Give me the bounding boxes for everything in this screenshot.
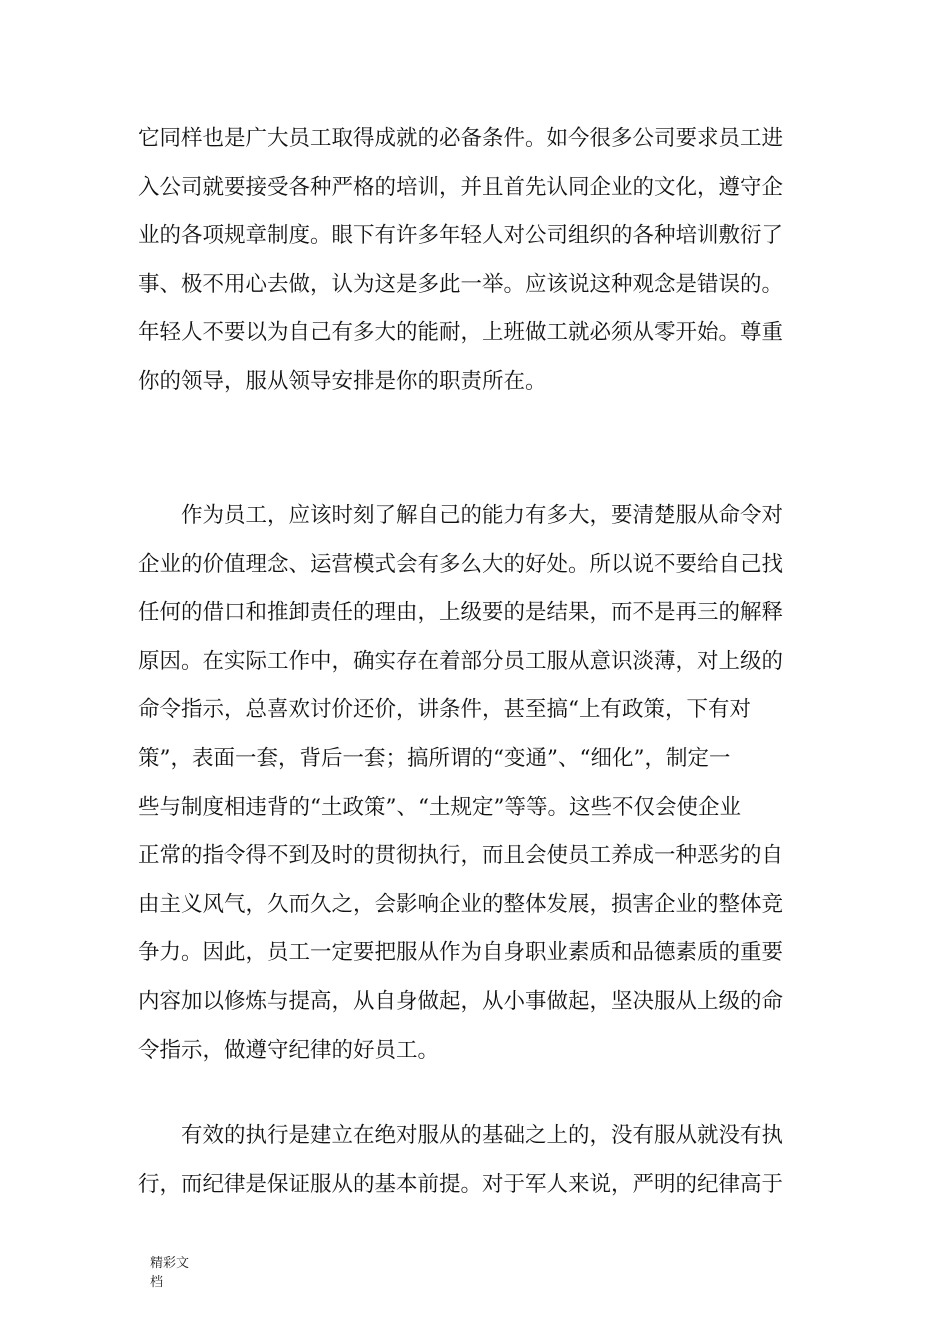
text-line: 令指示，做遵守纪律的好员工。 bbox=[138, 1037, 440, 1063]
page-footer bbox=[150, 1254, 200, 1292]
text-line: 作为员工，应该时刻了解自己的能力有多大，要清楚服从命令对 bbox=[181, 503, 784, 528]
text-line: 原因。在实际工作中，确实存在着部分员工服从意识淡薄，对上级的 bbox=[138, 648, 784, 674]
text-line: 你的领导，服从领导安排是你的职责所在。 bbox=[138, 368, 547, 394]
text-line: 事、极不用心去做，认为这是多此一举。应该说这种观念是错误的。 bbox=[138, 271, 784, 297]
text-line: 有效的执行是建立在绝对服从的基础之上的，没有服从就没有执 bbox=[181, 1123, 784, 1148]
text-line: 正常的指令得不到及时的贯彻执行，而且会使员工养成一种恶劣的自 bbox=[138, 843, 784, 869]
footer-line: 档 bbox=[150, 1275, 164, 1290]
text-line: 内容加以修炼与提高，从自身做起，从小事做起，坚决服从上级的命 bbox=[138, 988, 784, 1014]
text-line: 入公司就要接受各种严格的培训，并且首先认同企业的文化，遵守企 bbox=[138, 174, 784, 200]
text-line: 争力。因此，员工一定要把服从作为自身职业素质和品德素质的重要 bbox=[138, 940, 784, 966]
text-line: 它同样也是广大员工取得成就的必备条件。如今很多公司要求员工进 bbox=[138, 126, 784, 151]
paragraph-3 bbox=[138, 1112, 818, 1209]
paragraph-1 bbox=[138, 115, 818, 407]
text-line: 策”，表面一套，背后一套；搞所谓的“变通”、“细化”，制定一 bbox=[138, 745, 731, 771]
text-line: 企业的价值理念、运营模式会有多么大的好处。所以说不要给自己找 bbox=[138, 551, 784, 577]
text-line: 些与制度相违背的“土政策”、“土规定”等等。这些不仅会使企业 bbox=[138, 794, 741, 820]
footer-line: 精彩文 bbox=[150, 1256, 190, 1271]
text-line: 任何的借口和推卸责任的理由，上级要的是结果，而不是再三的解释 bbox=[138, 600, 784, 626]
text-line: 命令指示，总喜欢讨价还价，讲条件，甚至搞“上有政策，下有对 bbox=[138, 697, 751, 723]
text-line: 业的各项规章制度。眼下有许多年轻人对公司组织的各种培训敷衍了 bbox=[138, 223, 784, 249]
paragraph-2 bbox=[138, 492, 818, 1075]
text-line: 行，而纪律是保证服从的基本前提。对于军人来说，严明的纪律高于 bbox=[138, 1171, 784, 1197]
text-line: 年轻人不要以为自己有多大的能耐，上班做工就必须从零开始。尊重 bbox=[138, 320, 784, 346]
text-line: 由主义风气，久而久之，会影响企业的整体发展，损害企业的整体竞 bbox=[138, 891, 784, 917]
